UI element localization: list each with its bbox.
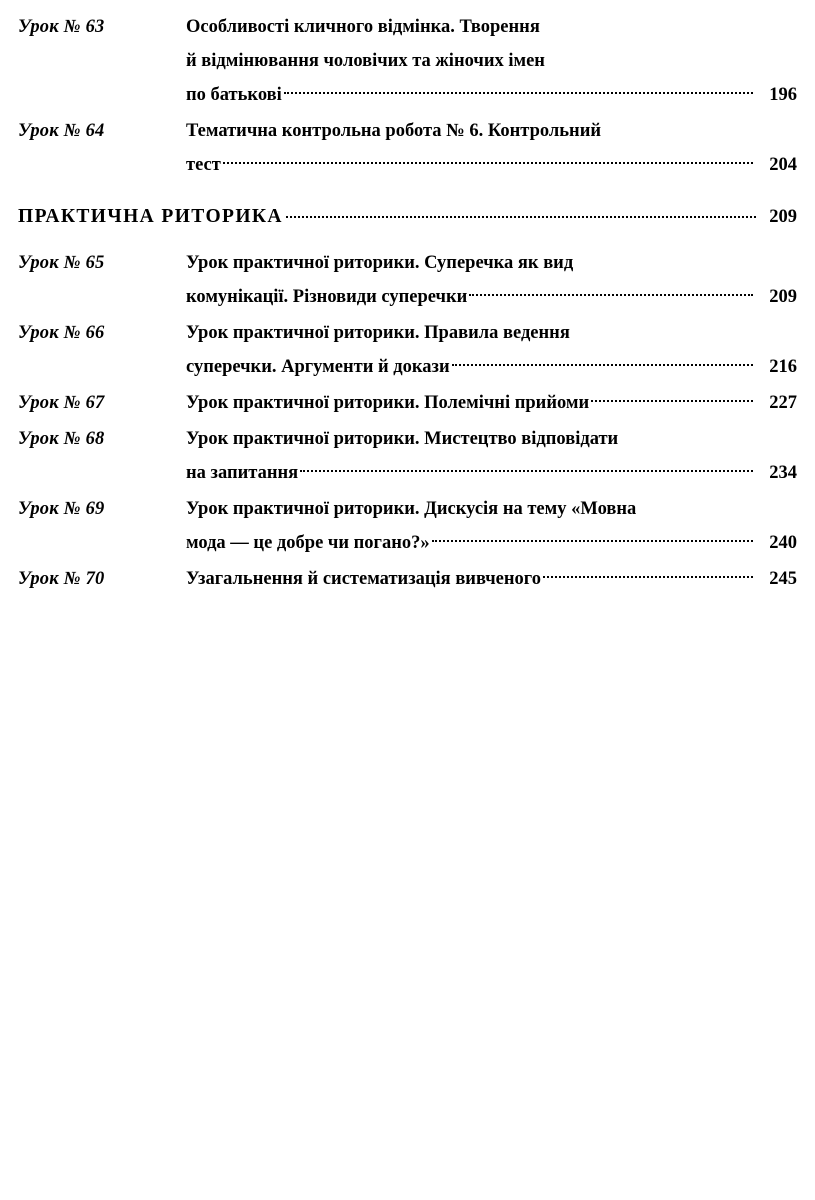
entry-line — [186, 246, 797, 280]
entry-title-text: тест — [186, 155, 221, 175]
entry-title-text: Тематична контрольна робота № 6. Контрольний — [186, 121, 602, 141]
page-number: 240 — [769, 533, 797, 553]
toc-entry[interactable] — [18, 492, 797, 560]
entry-body — [186, 316, 797, 384]
entry-line — [186, 78, 797, 112]
entry-line — [186, 456, 797, 490]
entry-title-text: комунікації. Різновиди суперечки — [186, 287, 468, 307]
lesson-label: Урок № 65 — [18, 253, 105, 273]
page-number: 245 — [769, 569, 797, 589]
dot-leader — [223, 161, 753, 164]
dot-leader — [286, 215, 756, 218]
toc-entry[interactable] — [18, 246, 797, 314]
lesson-label: Урок № 70 — [18, 569, 105, 589]
lesson-label: Урок № 67 — [18, 393, 105, 413]
entry-title-text: по батькові — [186, 85, 282, 105]
lesson-label: Урок № 66 — [18, 323, 105, 343]
entry-body — [186, 562, 797, 596]
page-number: 216 — [769, 357, 797, 377]
entry-line — [186, 386, 797, 420]
toc-entry[interactable] — [18, 114, 797, 182]
toc-entry[interactable] — [18, 10, 797, 112]
page-number: 209 — [769, 207, 797, 227]
dot-leader — [543, 575, 753, 578]
entry-title-text: Урок практичної риторики. Мистецтво відповідати — [186, 429, 619, 449]
entry-title-text: Особливості кличного відмінка. Творення — [186, 17, 540, 37]
entry-line — [186, 280, 797, 314]
table-of-contents — [18, 10, 797, 596]
entry-title-text: Урок практичної риторики. Полемічні прийоми — [186, 393, 590, 413]
entry-line — [186, 44, 797, 78]
entry-title-text: й відмінювання чоловічих та жіночих імен — [186, 51, 545, 71]
entry-body — [186, 10, 797, 112]
toc-entry[interactable] — [18, 386, 797, 420]
toc-section-heading[interactable] — [18, 206, 797, 228]
toc-entry[interactable] — [18, 316, 797, 384]
entry-line — [186, 114, 797, 148]
entry-title-text: Урок практичної риторики. Суперечка як вид — [186, 253, 574, 273]
entry-line — [186, 350, 797, 384]
page-number: 234 — [769, 463, 797, 483]
lesson-label: Урок № 64 — [18, 121, 105, 141]
dot-leader — [469, 293, 753, 296]
toc-entry[interactable] — [18, 562, 797, 596]
entry-line — [186, 422, 797, 456]
entry-line — [186, 10, 797, 44]
entry-body — [186, 422, 797, 490]
page-number: 204 — [769, 155, 797, 175]
page-number: 196 — [769, 85, 797, 105]
lesson-label: Урок № 63 — [18, 17, 105, 37]
dot-leader — [591, 399, 753, 402]
entry-title-text: Урок практичної риторики. Правила ведення — [186, 323, 570, 343]
dot-leader — [284, 91, 753, 94]
entry-body — [186, 386, 797, 420]
entry-body — [186, 246, 797, 314]
entry-line — [186, 148, 797, 182]
dot-leader — [300, 469, 753, 472]
entry-body — [186, 492, 797, 560]
toc-entry[interactable] — [18, 422, 797, 490]
entry-line — [186, 562, 797, 596]
dot-leader — [432, 539, 753, 542]
section-title: ПРАКТИЧНА РИТОРИКА — [18, 206, 283, 227]
lesson-label: Урок № 69 — [18, 499, 105, 519]
entry-title-text: Урок практичної риторики. Дискусія на тему «Мовна — [186, 499, 637, 519]
entry-body — [186, 114, 797, 182]
entry-title-text: мода — це добре чи погано?» — [186, 533, 430, 553]
entry-line — [186, 492, 797, 526]
page-number: 209 — [769, 287, 797, 307]
entry-title-text: на запитання — [186, 463, 299, 483]
dot-leader — [452, 363, 753, 366]
entry-title-text: суперечки. Аргументи й докази — [186, 357, 450, 377]
entry-line — [186, 316, 797, 350]
entry-line — [186, 526, 797, 560]
lesson-label: Урок № 68 — [18, 429, 105, 449]
entry-title-text: Узагальнення й систематизація вивченого — [186, 569, 541, 589]
page-number: 227 — [769, 393, 797, 413]
